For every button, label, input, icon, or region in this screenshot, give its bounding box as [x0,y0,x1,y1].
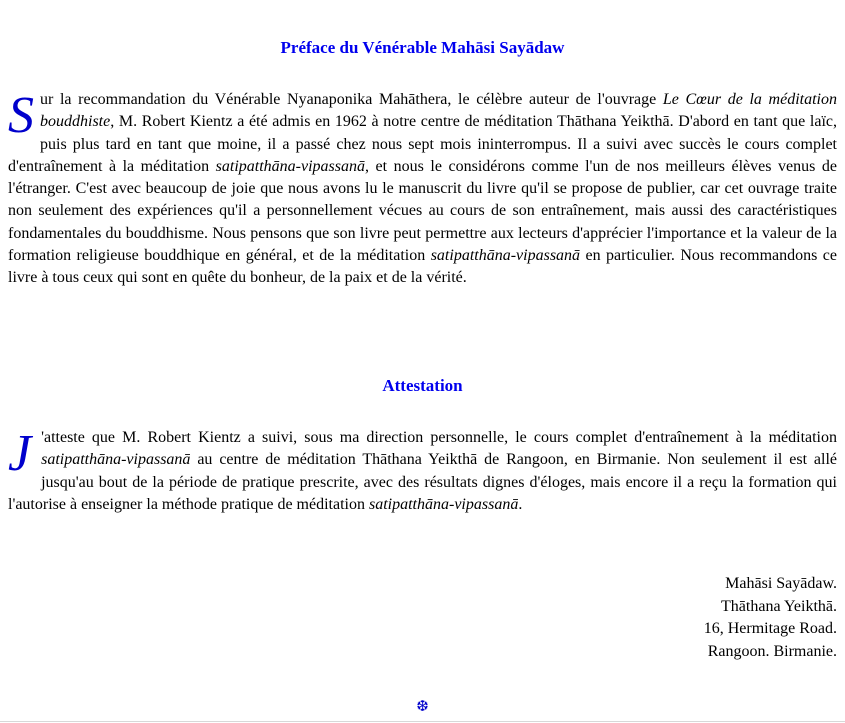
attestation-text-2: au centre de méditation Thāthana Yeikthā de Rangoon, en Birmanie. Non seulement il est allé jusqu'au bout de la période de pratique prescrite, avec des résultats dignes d'éloges, mais encore il a reçu la formation qui l'autorise à enseigner la méthode pratique de méditation [8,451,837,513]
preface-text-4: en particulier. Nous recommandons ce livre à tous ceux qui sont en quête du bonheur, de la paix et de la vérité. [8,247,837,287]
attestation-dropcap: J [8,425,32,482]
preface-paragraph [8,89,837,290]
attestation-term-1: satipatthāna-vipassanā [41,451,191,469]
signature-address: 16, Hermitage Road. [703,620,837,637]
signature-name: Mahāsi Sayādaw. [725,575,837,592]
attestation-title: Attestation [382,376,463,395]
snowflake-ornament-icon: ❆ [416,697,429,715]
attestation-paragraph [8,427,837,516]
preface-term-1: satipatthāna-vipassanā [215,157,365,175]
attestation-text-1: 'atteste que M. Robert Kientz a suivi, sous ma direction personnelle, le cours complet d'entraînement à la méditation [41,429,837,446]
signature-center: Thāthana Yeikthā. [721,597,837,615]
preface-dropcap: S [8,87,34,144]
preface-term-2: satipatthāna-vipassanā [430,247,581,265]
signature-block [704,573,837,663]
preface-text-1: ur la recommandation du Vénérable Nyanaponika Mahāthera, le célèbre auteur de l'ouvrage [40,91,663,108]
preface-text-3: , et nous le considérons comme l'un de nos meilleurs élèves venus de l'étranger. C'est avec beaucoup de joie que nous avons lu le manuscrit du livre qu'il se propose de publier, car cet ouvrage traite non seulement des expériences qu'il a personnellement vécues au cours de son entraînement, mais aussi des caractéristiques fondamentales du bouddhisme. Nous pensons que son livre peut permettre aux lecteurs d'apprécier l'importance et la valeur de la formation religieuse bouddhique en général, et de la méditation [8,157,837,265]
attestation-term-2: satipatthāna-vipassanā [368,495,519,513]
attestation-text-3: . [518,495,523,513]
bottom-divider [0,721,845,722]
preface-book-title: Le Cœur de la méditation bouddhiste [40,91,837,131]
signature-city: Rangoon. Birmanie. [707,642,837,660]
preface-text-2: , M. Robert Kientz a été admis en 1962 à notre centre de méditation Thāthana Yeikthā. D'abord en tant que laïc, puis plus tard en tant que moine, il a passé chez nous sept mois ininterrompus. Il a suivi avec succès le cours complet d'entraînement à la méditation [8,113,837,175]
preface-title: Préface du Vénérable Mahāsi Sayādaw [280,38,565,57]
